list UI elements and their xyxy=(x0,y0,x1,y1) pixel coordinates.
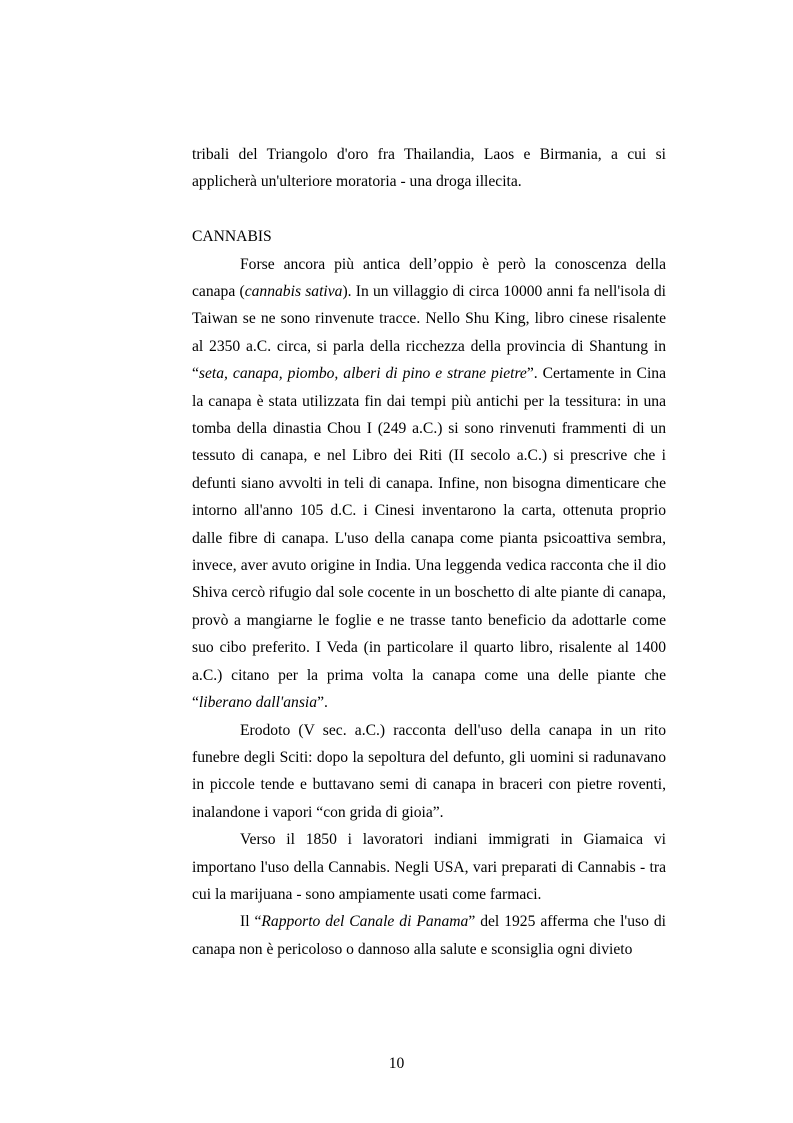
text-run: Il “ xyxy=(240,913,262,931)
paragraph-cannabis-history xyxy=(192,251,666,717)
text-run: ”. xyxy=(317,694,328,712)
italic-quote: seta, canapa, piombo, alberi di pino e strane pietre xyxy=(198,365,527,383)
continuation-paragraph: tribali del Triangolo d'oro fra Thailandia, Laos e Birmania, a cui si applicherà un'ulteriore moratoria - una droga illecita. xyxy=(192,146,666,191)
text-run: ”. Certamente in Cina la canapa è stata utilizzata fin dai tempi più antichi per la tessitura: in una tomba della dinastia Chou I (249 a.C.) si sono rinvenuti frammenti di un tessuto di canapa, e nel Libro dei Riti (II secolo a.C.) si prescrive che i defunti siano avvolti in teli di canapa. Infine, non bisogna dimenticare che intorno all'anno 105 d.C. i Cinesi inventarono la carta, ottenuta proprio dalle fibre di canapa. L'uso della canapa come pianta psicoattiva sembra, invece, aver avuto origine in India. Una leggenda vedica racconta che il dio Shiva cercò rifugio dal sole cocente in un boschetto di alte piante di canapa, provò a mangiarne le foglie e ne trasse tanto beneficio da adottarle come suo cibo preferito. I Veda (in particolare il quarto libro, risalente al 1400 a.C.) citano per la prima volta la canapa come una delle piante che “ xyxy=(192,365,666,712)
body-text xyxy=(192,141,666,963)
paragraph-erodoto: Erodoto (V sec. a.C.) racconta dell'uso della canapa in un rito funebre degli Sciti: dopo la sepoltura del defunto, gli uomini si radunavano in piccole tende e buttavano semi di canapa in braceri con pietre roventi, inalandone i vapori “con grida di gioia”. xyxy=(192,721,666,821)
paragraph-panama-report xyxy=(192,908,666,963)
italic-quote: liberano dall'ansia xyxy=(198,694,318,712)
paragraph-giamaica: Verso il 1850 i lavoratori indiani immigrati in Giamaica vi importano l'uso della Cannabis. Negli USA, vari preparati di Cannabis - tra cui la marijuana - sono ampiamente usati come farmaci. xyxy=(192,831,666,903)
text-run: Forse ancora più antica dell’oppio è però la conoscenza della canapa ( xyxy=(192,255,666,301)
paragraph-gap xyxy=(192,196,666,223)
section-heading: CANNABIS xyxy=(192,228,272,246)
text-run: ). In un villaggio di circa 10000 anni fa nell'isola di Taiwan se ne sono rinvenute tracce. Nello Shu King, libro cinese risalente al 2350 a.C. circa, si parla della ricchezza della provincia di Shantung in “ xyxy=(192,283,666,383)
page-number: 10 xyxy=(388,1055,405,1072)
italic-term: cannabis sativa xyxy=(244,283,343,301)
italic-title: Rapporto del Canale di Panama xyxy=(261,913,469,931)
text-run: ” del 1925 afferma che l'uso di canapa non è pericoloso o dannoso alla salute e sconsiglia ogni divieto xyxy=(192,913,666,958)
